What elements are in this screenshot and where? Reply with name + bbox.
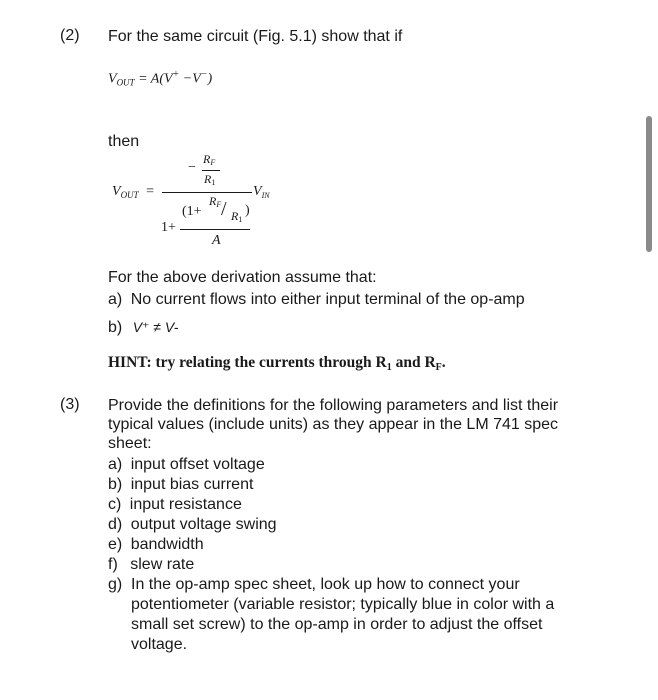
list-item-text: No current flows into either input terminal of the op-amp xyxy=(130,291,525,308)
eq2-lhs-sub: OUT xyxy=(120,190,139,200)
item-g-line: small set screw) to the op-amp in order to adjust the offset xyxy=(131,616,543,633)
eq2-r1: R xyxy=(204,172,212,186)
eq2-rf-sub: F xyxy=(210,158,216,167)
list-marker: c) xyxy=(108,496,122,513)
eq1-sup2: − xyxy=(200,69,208,80)
eq2-lhs-wrap xyxy=(112,184,154,200)
question-number-3: (3) xyxy=(60,396,80,413)
list-item-text: input bias current xyxy=(130,476,254,493)
equation-vout-gain xyxy=(108,69,212,88)
list-item-text: bandwidth xyxy=(130,536,204,553)
hint-sub2: F xyxy=(435,362,442,373)
list-marker: a) xyxy=(108,291,123,308)
assume-text: For the above derivation assume that: xyxy=(108,269,377,286)
eq1-minus: −V xyxy=(182,71,201,87)
hint-prefix: HINT: try relating the currents through R xyxy=(108,354,387,371)
list-marker: b) xyxy=(108,476,123,493)
eq2-rf: R xyxy=(203,152,211,166)
num-fraction-bar xyxy=(202,170,220,171)
item-g-line: In the op-amp spec sheet, look up how to connect your xyxy=(131,576,520,593)
eq2-close: ) xyxy=(245,203,250,218)
eq2-minus-sign: − xyxy=(188,160,196,175)
list-marker: e) xyxy=(108,536,123,553)
eq2-r1-wrap xyxy=(204,172,215,187)
list-item xyxy=(108,317,178,338)
list-item xyxy=(108,290,525,310)
hint-sub1: 1 xyxy=(386,362,392,373)
list-item-text: slew rate xyxy=(130,556,195,573)
hint-mid: and R xyxy=(391,354,436,371)
hint-text xyxy=(108,354,446,373)
list-item xyxy=(108,515,277,535)
eq2-equals: = xyxy=(146,184,154,199)
eq2-r12-sub: 1 xyxy=(238,215,243,224)
question-3-intro-line: typical values (include units) as they appear in the LM 741 spec xyxy=(108,416,559,433)
question-number-2: (2) xyxy=(60,27,80,44)
list-marker: d) xyxy=(108,516,123,533)
eq2-lhs: V xyxy=(112,184,121,199)
list-marker: g) xyxy=(108,576,123,593)
eq2-one-plus: 1+ xyxy=(161,220,176,235)
eq2-slash: / xyxy=(221,198,227,220)
eq2-r12-wrap xyxy=(231,209,242,224)
eq1-lhs-sub: OUT xyxy=(116,77,135,88)
list-item-text: output voltage swing xyxy=(130,516,277,533)
item-g-line: potentiometer (variable resistor; typically blue in color with a xyxy=(131,596,555,613)
list-item-text: V⁺ ≠ V- xyxy=(132,319,179,335)
eq1-rhs: = A(V xyxy=(138,71,173,87)
list-item-text: input resistance xyxy=(129,496,242,513)
eq1-close: ) xyxy=(207,71,213,87)
question-3-intro-line: sheet: xyxy=(108,435,152,452)
eq2-r1-sub: 1 xyxy=(211,178,216,187)
eq2-vin-wrap xyxy=(253,184,270,200)
list-item xyxy=(108,535,204,555)
eq2-a: A xyxy=(212,233,221,248)
list-item xyxy=(108,455,265,475)
eq2-rf2-wrap xyxy=(209,194,221,209)
denominator-fraction-bar xyxy=(180,229,250,230)
hint-end: . xyxy=(441,354,446,371)
list-item xyxy=(108,555,194,575)
list-marker: b) xyxy=(108,319,123,336)
item-g-line: voltage. xyxy=(131,636,188,653)
list-marker: a) xyxy=(108,456,123,473)
eq1-sup1: + xyxy=(172,69,180,80)
eq2-vin: V xyxy=(253,184,262,199)
list-marker: f) xyxy=(108,556,118,573)
question-3-intro-line: Provide the definitions for the following parameters and list their xyxy=(108,397,559,414)
list-item xyxy=(108,475,253,495)
eq1-lhs: V xyxy=(108,71,117,87)
eq2-open: (1+ xyxy=(182,204,202,219)
eq2-r12: R xyxy=(231,209,239,223)
vertical-scrollbar[interactable] xyxy=(646,116,652,252)
eq2-rf2-sub: F xyxy=(216,200,222,209)
list-item xyxy=(108,495,242,515)
eq2-rf2: R xyxy=(209,194,217,208)
then-text: then xyxy=(108,133,140,150)
list-item-text: input offset voltage xyxy=(130,456,265,473)
question-2-intro: For the same circuit (Fig. 5.1) show that if xyxy=(108,28,403,45)
eq2-vin-sub: IN xyxy=(261,191,270,200)
main-fraction-bar xyxy=(162,192,252,193)
eq2-rf-wrap xyxy=(203,152,215,167)
